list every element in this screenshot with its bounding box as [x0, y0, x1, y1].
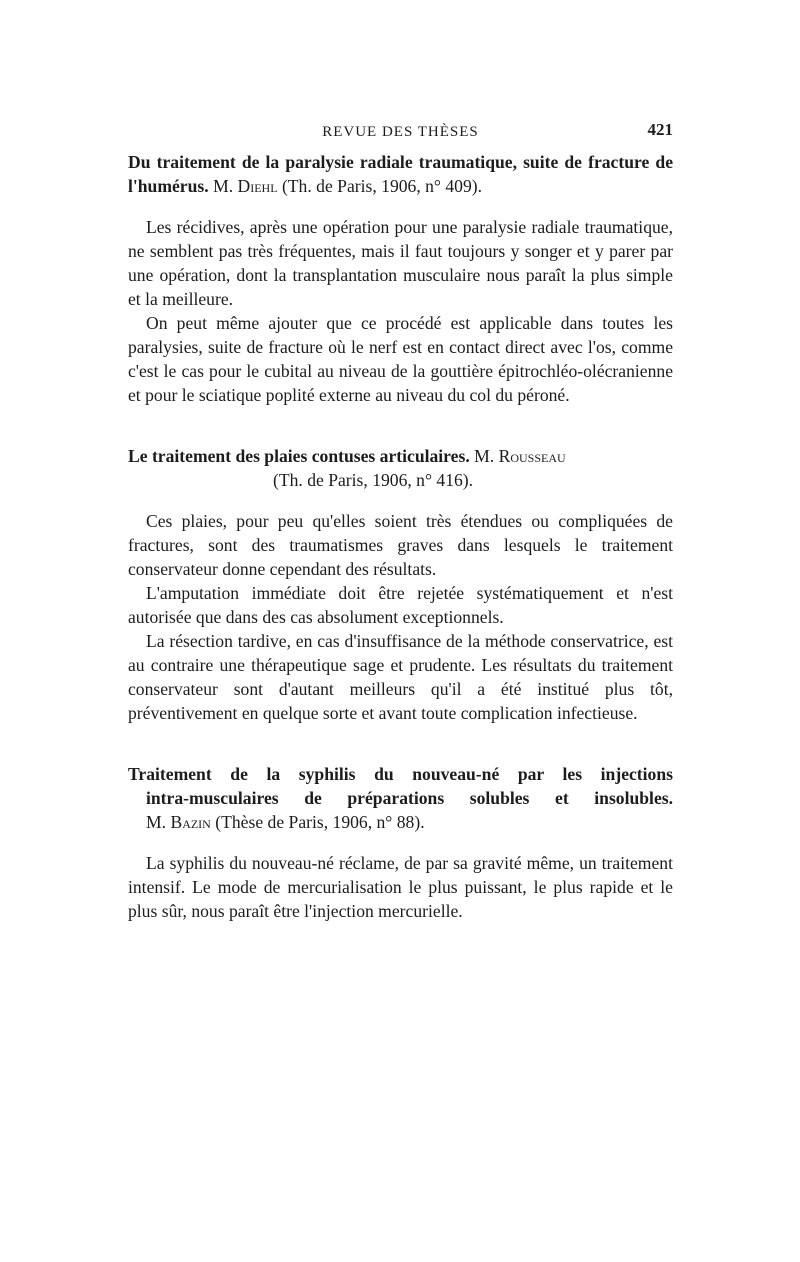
entry-body [128, 509, 673, 725]
entry-heading [128, 444, 673, 492]
paragraph: Ces plaies, pour peu qu'elles soient très étendues ou compliquées de fractures, sont des traumatismes graves dans lesquels le traitement conservateur donne cependant des résultats. [128, 511, 673, 579]
entry-heading [128, 150, 673, 198]
section-gap [128, 407, 673, 444]
entry-title: Du traitement de la paralysie radiale traumatique, suite de fracture de l'humérus. [128, 152, 673, 196]
author-name: Diehl [237, 176, 278, 196]
author-prefix: M. [474, 446, 495, 466]
entry-title-line2: intra-musculaires de préparations solubles et insolubles. [146, 788, 673, 808]
section-gap [128, 725, 673, 762]
paragraph: Les récidives, après une opération pour une paralysie radiale traumatique, ne semblent pas très fréquentes, mais il faut toujours y songer et y parer par une opération, dont la transplantation musculaire nous paraît la plus simple et la meilleure. [128, 217, 673, 309]
paragraph: La syphilis du nouveau-né réclame, de par sa gravité même, un traitement intensif. Le mode de mercurialisation le plus puissant, le plus rapide et le plus sûr, nous paraît être l'injection mercurielle. [128, 853, 673, 921]
entry-heading [128, 762, 673, 834]
author-prefix: M. [146, 812, 167, 832]
thesis-entry-diehl [128, 150, 673, 407]
citation: (Th. de Paris, 1906, n° 416). [273, 470, 474, 490]
running-head [128, 118, 673, 144]
entry-title-line1: Traitement de la syphilis du nouveau-né par les injections [128, 764, 673, 784]
entry-title: Le traitement des plaies contuses articulaires. [128, 446, 470, 466]
citation: (Thèse de Paris, 1906, n° 88). [215, 812, 425, 832]
thesis-entry-bazin [128, 762, 673, 923]
author-name: Rousseau [498, 446, 566, 466]
entry-author-line [128, 810, 673, 834]
paragraph: La résection tardive, en cas d'insuffisance de la méthode conservatrice, est au contraire une thérapeutique sage et prudente. Les résultats du traitement conservateur sont d'autant meilleurs qu'il a été institué plus tôt, préventivement en quelque sorte et avant toute complication infectieuse. [128, 631, 673, 723]
paragraph: L'amputation immédiate doit être rejetée systématiquement et n'est autorisée que dans des cas absolument exceptionnels. [128, 583, 673, 627]
thesis-entry-rousseau [128, 444, 673, 725]
author-name: Bazin [170, 812, 211, 832]
entry-body [128, 851, 673, 923]
page-number: 421 [647, 120, 673, 139]
page [128, 118, 673, 923]
paragraph: On peut même ajouter que ce procédé est applicable dans toutes les paralysies, suite de fracture où le nerf est en contact direct avec l'os, comme c'est le cas pour le cubital au niveau de la gouttière épitrochléo-olécranienne et pour le sciatique poplité externe au niveau du col du péroné. [128, 313, 673, 405]
citation: (Th. de Paris, 1906, n° 409). [281, 176, 483, 196]
author-prefix: M. [213, 176, 234, 196]
entry-body [128, 215, 673, 407]
running-title: REVUE DES THÈSES [322, 124, 479, 140]
